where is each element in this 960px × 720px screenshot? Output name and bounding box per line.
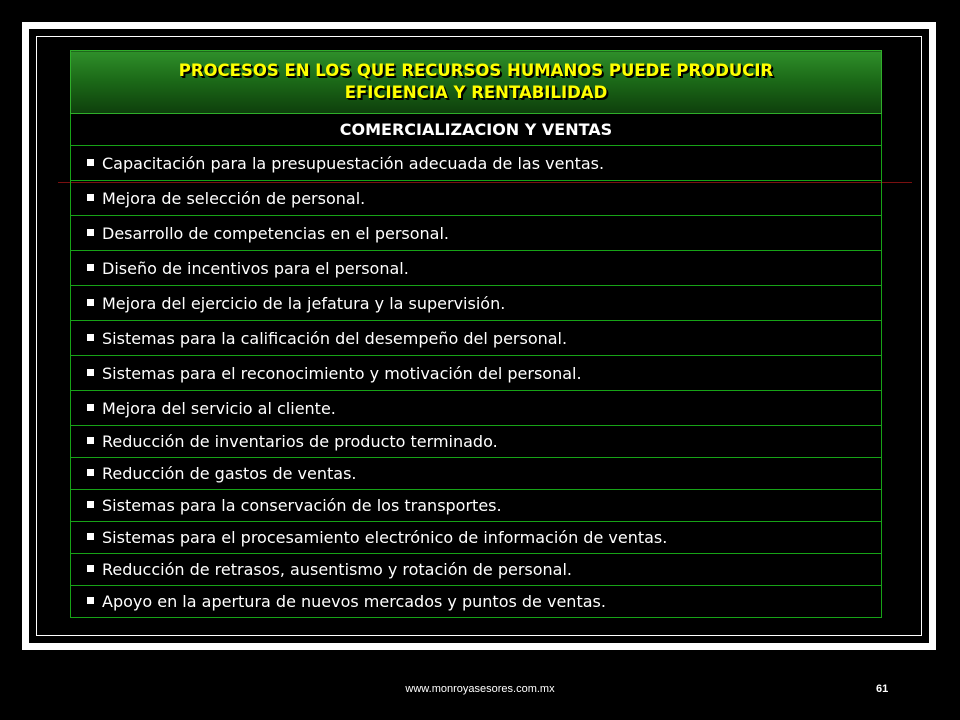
- list-item-text: Mejora del ejercicio de la jefatura y la supervisión.: [102, 293, 506, 313]
- square-bullet-icon: [87, 194, 94, 201]
- list-item-cell: [71, 490, 882, 522]
- list-item: [71, 251, 882, 286]
- list-item-cell: [71, 522, 882, 554]
- list-item-text: Sistemas para la conservación de los transportes.: [102, 496, 502, 515]
- slide-title: PROCESOS EN LOS QUE RECURSOS HUMANOS PUEDE PRODUCIR EFICIENCIA Y RENTABILIDAD: [178, 61, 774, 102]
- title-cell: [71, 51, 882, 114]
- square-bullet-icon: [87, 229, 94, 236]
- list-item: [71, 490, 882, 522]
- list-item: [71, 426, 882, 458]
- list-item-text: Reducción de retrasos, ausentismo y rotación de personal.: [102, 560, 572, 579]
- list-item-cell: [71, 426, 882, 458]
- title-row: [71, 51, 882, 114]
- list-item: [71, 146, 882, 181]
- list-item-cell: [71, 458, 882, 490]
- list-item: [71, 356, 882, 391]
- page-number: 61: [876, 683, 889, 695]
- list-item-cell: [71, 216, 882, 251]
- list-item-text: Reducción de gastos de ventas.: [102, 464, 357, 483]
- square-bullet-icon: [87, 469, 94, 476]
- list-item: [71, 216, 882, 251]
- list-item-text: Desarrollo de competencias en el personal.: [102, 223, 449, 243]
- list-item-cell: [71, 554, 882, 586]
- list-item: [71, 286, 882, 321]
- list-item-text: Apoyo en la apertura de nuevos mercados y puntos de ventas.: [102, 592, 606, 611]
- list-item: [71, 391, 882, 426]
- square-bullet-icon: [87, 437, 94, 444]
- processes-table: [70, 50, 882, 618]
- list-item-text: Mejora del servicio al cliente.: [102, 398, 336, 418]
- list-item-text: Sistemas para el procesamiento electrónico de información de ventas.: [102, 528, 668, 547]
- square-bullet-icon: [87, 159, 94, 166]
- footer-website: www.monroyasesores.com.mx: [405, 683, 555, 695]
- list-item-cell: [71, 146, 882, 181]
- section-heading-row: [71, 114, 882, 146]
- list-item: [71, 458, 882, 490]
- square-bullet-icon: [87, 264, 94, 271]
- list-item: [71, 181, 882, 216]
- square-bullet-icon: [87, 565, 94, 572]
- square-bullet-icon: [87, 501, 94, 508]
- list-item-text: Reducción de inventarios de producto terminado.: [102, 432, 498, 451]
- list-item-cell: [71, 321, 882, 356]
- list-item-text: Sistemas para la calificación del desempeño del personal.: [102, 328, 568, 348]
- list-item-text: Sistemas para el reconocimiento y motivación del personal.: [102, 363, 582, 383]
- list-item: [71, 586, 882, 618]
- list-item-cell: [71, 251, 882, 286]
- list-item: [71, 522, 882, 554]
- square-bullet-icon: [87, 533, 94, 540]
- list-item-cell: [71, 356, 882, 391]
- section-heading: COMERCIALIZACION Y VENTAS: [71, 114, 882, 146]
- square-bullet-icon: [87, 334, 94, 341]
- list-item-text: Capacitación para la presupuestación adecuada de las ventas.: [102, 153, 605, 173]
- list-item-cell: [71, 181, 882, 216]
- list-item: [71, 321, 882, 356]
- list-item-text: Diseño de incentivos para el personal.: [102, 258, 409, 278]
- square-bullet-icon: [87, 369, 94, 376]
- list-item-text: Mejora de selección de personal.: [102, 188, 366, 208]
- square-bullet-icon: [87, 299, 94, 306]
- list-item-cell: [71, 586, 882, 618]
- list-item-cell: [71, 391, 882, 426]
- list-item-cell: [71, 286, 882, 321]
- square-bullet-icon: [87, 597, 94, 604]
- list-item: [71, 554, 882, 586]
- square-bullet-icon: [87, 404, 94, 411]
